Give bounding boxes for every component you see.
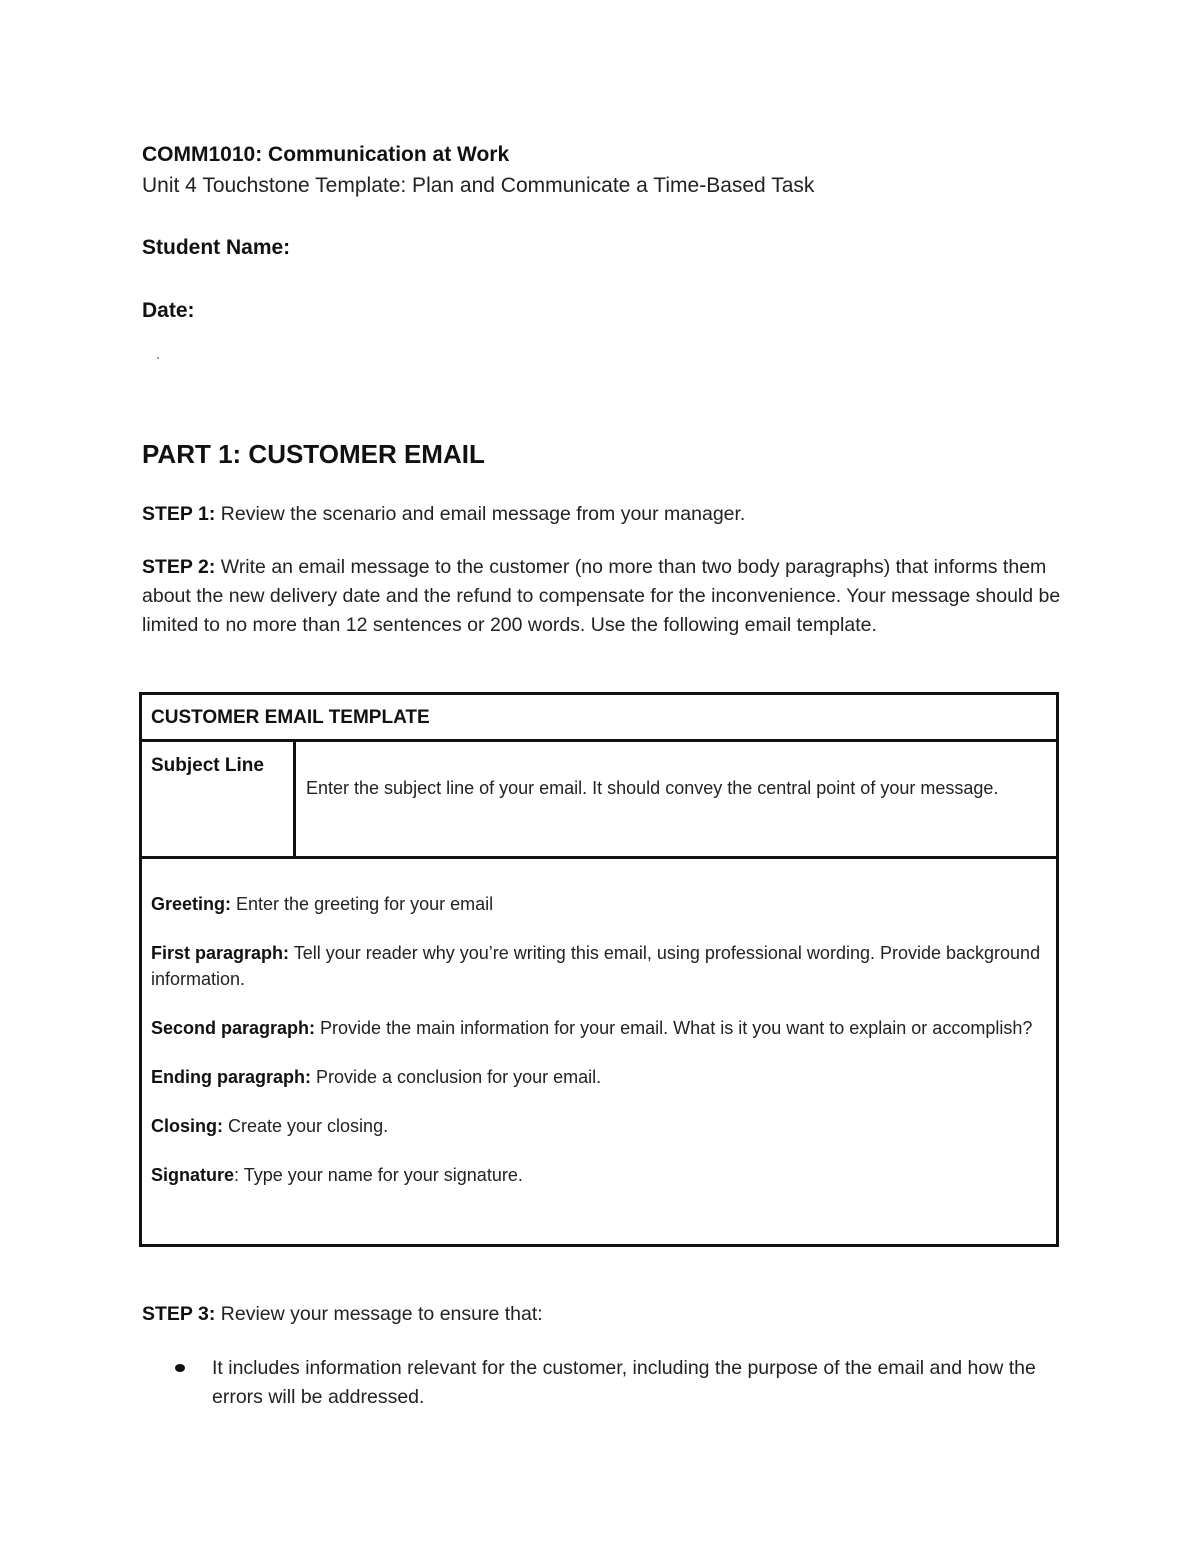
signature-item — [151, 1162, 1041, 1188]
step3-label: STEP 3: — [142, 1303, 216, 1325]
signature-label: Signature — [151, 1165, 235, 1185]
template-header-row — [142, 695, 1056, 742]
student-name-label: Student Name: — [142, 236, 291, 259]
document-subtitle: Unit 4 Touchstone Template: Plan and Communicate a Time-Based Task — [142, 174, 815, 197]
subject-line-label-cell — [142, 742, 296, 856]
date-label: Date: — [142, 299, 195, 322]
bullet-icon — [175, 1364, 185, 1372]
first-paragraph-label: First paragraph: — [151, 943, 290, 963]
ending-paragraph-text: Provide a conclusion for your email. — [311, 1067, 602, 1087]
bullet-text: It includes information relevant for the customer, including the purpose of the email and how the errors will be addressed. — [212, 1357, 1036, 1408]
step1-label: STEP 1: — [142, 503, 216, 525]
greeting-label: Greeting: — [151, 894, 232, 914]
second-paragraph-label: Second paragraph: — [151, 1018, 316, 1038]
closing-label: Closing: — [151, 1116, 223, 1136]
subject-line-label: Subject Line — [151, 755, 264, 776]
step1-paragraph — [142, 500, 1062, 529]
closing-item — [151, 1113, 1041, 1139]
signature-text: : Type your name for your signature. — [234, 1165, 523, 1185]
step1-text: Review the scenario and email message from your manager. — [215, 503, 746, 525]
step2-text: Write an email message to the customer (no more than two body paragraphs) that informs them about the new delivery date and the refund to compensate for the inconvenience. Your message should be limited to no more than 12 sentences or 200 words. Use the following email template. — [142, 556, 1061, 636]
template-title: CUSTOMER EMAIL TEMPLATE — [151, 707, 430, 728]
closing-text: Create your closing. — [223, 1116, 389, 1136]
step3-paragraph — [142, 1300, 1062, 1329]
course-title: COMM1010: Communication at Work — [142, 143, 510, 166]
subject-line-row — [142, 742, 1056, 859]
ending-paragraph-label: Ending paragraph: — [151, 1067, 312, 1087]
second-paragraph-text: Provide the main information for your email. What is it you want to explain or accomplish? — [315, 1018, 1033, 1038]
step3-text: Review your message to ensure that: — [215, 1303, 543, 1325]
ending-paragraph-item — [151, 1064, 1041, 1090]
first-paragraph-item — [151, 940, 1041, 992]
customer-email-template-table — [139, 692, 1059, 1247]
greeting-text: Enter the greeting for your email — [231, 894, 494, 914]
subject-line-instructions: Enter the subject line of your email. It should convey the central point of your message. — [306, 778, 999, 798]
greeting-item — [151, 891, 1041, 917]
step2-paragraph — [142, 553, 1062, 640]
part1-heading: PART 1: CUSTOMER EMAIL — [142, 439, 485, 469]
first-paragraph-text: Tell your reader why you’re writing this email, using professional wording. Provide background information. — [151, 943, 1041, 989]
step2-label: STEP 2: — [142, 556, 216, 578]
stray-mark — [157, 357, 159, 359]
second-paragraph-item — [151, 1015, 1041, 1041]
email-body-cell — [151, 891, 1041, 1211]
